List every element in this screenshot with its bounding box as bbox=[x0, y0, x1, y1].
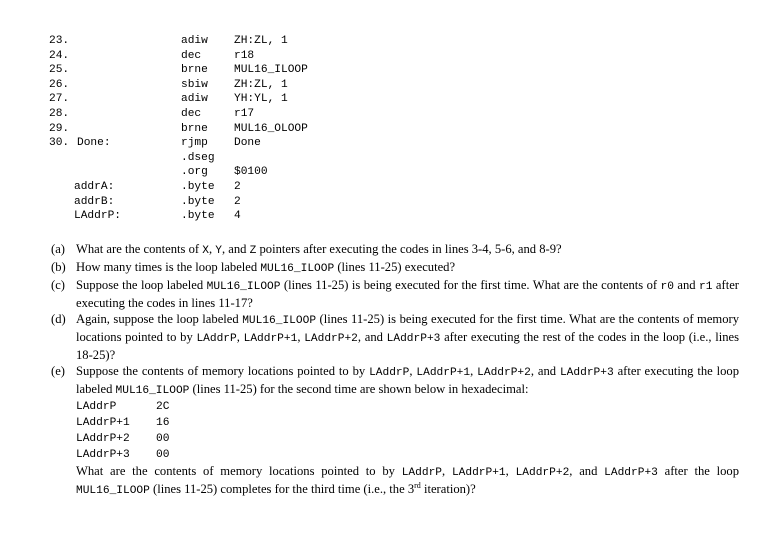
line-number: 24. bbox=[49, 49, 70, 62]
question-c bbox=[51, 277, 739, 311]
line-number: 27. bbox=[49, 93, 70, 106]
question-text: (lines 11-25) is being executed for the first time. What are the contents of bbox=[280, 278, 661, 292]
question-text: What are the contents of bbox=[76, 242, 203, 256]
question-text: , bbox=[236, 330, 244, 344]
code-term: MUL16_ILOOP bbox=[76, 485, 150, 497]
question-letter: (d) bbox=[51, 312, 66, 326]
operand: MUL16_OLOOP bbox=[234, 122, 308, 135]
code-line bbox=[49, 78, 288, 93]
question-text: , bbox=[505, 464, 516, 478]
hex-row bbox=[76, 415, 739, 431]
code-label: Done: bbox=[77, 137, 111, 150]
code-term: LAddrP+1 bbox=[243, 333, 298, 345]
question-text: , bbox=[208, 242, 216, 256]
code-term: LAddrP bbox=[369, 367, 410, 379]
code-label: addrA: bbox=[74, 180, 115, 193]
question-text: after executing the rest of the codes in the loop (i.e., lines 18-25)? bbox=[76, 330, 740, 362]
question-letter: (b) bbox=[51, 260, 66, 274]
question-text: Suppose the loop labeled bbox=[76, 278, 207, 292]
question-text: , and bbox=[357, 330, 387, 344]
question-text: iteration)? bbox=[420, 482, 476, 496]
hex-value: 00 bbox=[156, 433, 170, 445]
line-number: 28. bbox=[49, 107, 70, 120]
question-d bbox=[51, 311, 739, 363]
code-line bbox=[49, 151, 215, 166]
code-term: r1 bbox=[699, 281, 713, 293]
code-term: LAddrP bbox=[196, 333, 237, 345]
hex-value: 16 bbox=[156, 417, 170, 429]
code-term: Y bbox=[215, 245, 222, 257]
question-letter: (a) bbox=[51, 242, 65, 256]
code-term: MUL16_ILOOP bbox=[260, 263, 335, 275]
code-line bbox=[49, 136, 261, 151]
question-a bbox=[51, 241, 739, 259]
code-term: Z bbox=[249, 245, 257, 257]
instruction: dec bbox=[181, 107, 202, 120]
instruction: .dseg bbox=[181, 151, 215, 164]
question-text: , bbox=[442, 464, 452, 478]
code-label: addrB: bbox=[74, 195, 115, 208]
instruction: .byte bbox=[181, 180, 215, 193]
question-text: (lines 11-25) is being executed for the first time. What are the contents of memory locations pointed to by bbox=[76, 312, 739, 344]
instruction: rjmp bbox=[181, 137, 208, 150]
operand: 2 bbox=[234, 195, 241, 208]
operand: 4 bbox=[234, 210, 241, 223]
instruction: brne bbox=[181, 122, 208, 135]
code-term: LAddrP+1 bbox=[451, 467, 506, 479]
hex-value: 00 bbox=[156, 449, 170, 461]
code-line bbox=[49, 49, 255, 64]
question-letter: (e) bbox=[51, 364, 65, 378]
code-line bbox=[49, 195, 241, 210]
question-text: after executing the codes in lines 11-17? bbox=[76, 278, 739, 310]
code-term: MUL16_ILOOP bbox=[242, 315, 317, 327]
code-line bbox=[49, 63, 308, 78]
code-listing bbox=[49, 34, 308, 224]
instruction: .byte bbox=[181, 195, 215, 208]
code-term: LAddrP+1 bbox=[416, 367, 471, 379]
code-label: LAddrP: bbox=[74, 210, 121, 223]
hex-table bbox=[76, 399, 739, 463]
hex-row bbox=[76, 447, 739, 463]
operand: YH:YL, 1 bbox=[234, 93, 288, 106]
question-text: , and bbox=[221, 242, 250, 256]
code-term: LAddrP+3 bbox=[559, 367, 614, 379]
operand: $0100 bbox=[234, 166, 268, 179]
instruction: adiw bbox=[181, 35, 208, 47]
operand: ZH:ZL, 1 bbox=[234, 78, 288, 91]
question-text: (lines 11-25) executed? bbox=[334, 260, 456, 274]
code-term: LAddrP+3 bbox=[604, 467, 658, 479]
question-text: , and bbox=[530, 364, 560, 378]
operand: r18 bbox=[234, 49, 255, 62]
line-number: 25. bbox=[49, 64, 70, 77]
instruction: sbiw bbox=[181, 78, 208, 91]
hex-value: 2C bbox=[156, 401, 170, 413]
instruction: .org bbox=[181, 166, 208, 179]
code-line bbox=[49, 34, 288, 49]
line-number: 30. bbox=[49, 137, 70, 150]
code-term: r0 bbox=[660, 281, 674, 293]
operand: r17 bbox=[234, 107, 255, 120]
code-term: LAddrP+3 bbox=[386, 333, 441, 345]
hex-address: LAddrP+3 bbox=[76, 449, 130, 461]
code-line bbox=[49, 92, 288, 107]
hex-row bbox=[76, 431, 739, 447]
question-e-final bbox=[76, 463, 739, 499]
question-text: after executing the loop labeled bbox=[76, 364, 740, 396]
line-number: 23. bbox=[49, 35, 70, 47]
question-text: , bbox=[409, 364, 417, 378]
question-e-intro bbox=[76, 363, 739, 399]
instruction: adiw bbox=[181, 93, 208, 106]
question-text: (lines 11-25) for the second time are shown below in hexadecimal: bbox=[189, 382, 529, 396]
code-line bbox=[49, 165, 268, 180]
question-text: after the loop bbox=[657, 464, 740, 478]
question-text: , bbox=[297, 330, 305, 344]
question-text: pointers after executing the codes in lines 3-4, 5-6, and 8-9? bbox=[256, 242, 562, 256]
question-text: (lines 11-25) completes for the third time (i.e., the 3 bbox=[149, 482, 415, 496]
instruction: dec bbox=[181, 49, 202, 62]
code-term: MUL16_ILOOP bbox=[206, 281, 281, 293]
code-term: LAddrP+2 bbox=[304, 333, 358, 345]
code-line bbox=[49, 180, 241, 195]
operand: 2 bbox=[234, 180, 241, 193]
question-text: , and bbox=[569, 464, 605, 478]
question-text: How many times is the loop labeled bbox=[76, 260, 261, 274]
code-term: MUL16_ILOOP bbox=[115, 385, 190, 397]
code-line bbox=[49, 107, 255, 122]
question-text: , bbox=[470, 364, 478, 378]
hex-address: LAddrP+1 bbox=[76, 417, 130, 429]
question-text: Suppose the contents of memory locations pointed to by bbox=[76, 364, 370, 378]
code-term: LAddrP+2 bbox=[477, 367, 531, 379]
question-letter: (c) bbox=[51, 278, 65, 292]
hex-address: LAddrP bbox=[76, 401, 117, 413]
superscript: rd bbox=[414, 480, 421, 490]
question-text: Again, suppose the loop labeled bbox=[76, 312, 243, 326]
question-list bbox=[51, 241, 739, 499]
hex-row bbox=[76, 399, 739, 415]
operand: MUL16_ILOOP bbox=[234, 64, 308, 77]
question-text: and bbox=[673, 278, 700, 292]
operand: ZH:ZL, 1 bbox=[234, 35, 288, 47]
question-text: What are the contents of memory locations pointed to by bbox=[76, 464, 402, 478]
code-term: LAddrP bbox=[401, 467, 443, 479]
code-line bbox=[49, 122, 308, 137]
question-e bbox=[51, 363, 739, 499]
line-number: 26. bbox=[49, 78, 70, 91]
code-term: X bbox=[202, 245, 209, 257]
code-term: LAddrP+2 bbox=[515, 467, 570, 479]
hex-address: LAddrP+2 bbox=[76, 433, 130, 445]
operand: Done bbox=[234, 137, 261, 150]
instruction: brne bbox=[181, 64, 208, 77]
instruction: .byte bbox=[181, 210, 215, 223]
question-b bbox=[51, 259, 739, 277]
line-number: 29. bbox=[49, 122, 70, 135]
code-line bbox=[49, 209, 241, 224]
